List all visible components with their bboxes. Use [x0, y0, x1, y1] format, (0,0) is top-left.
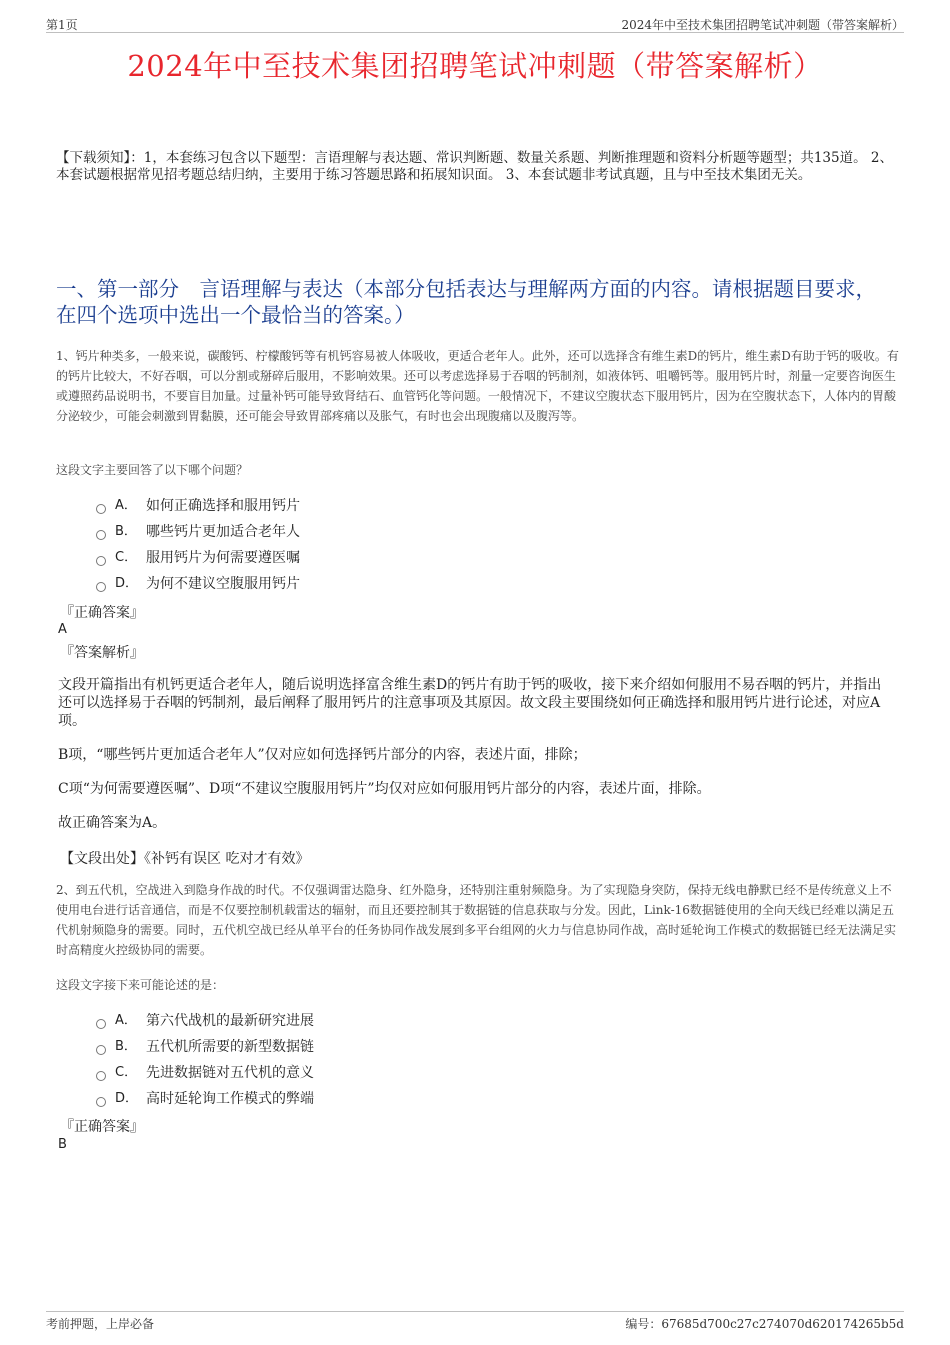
radio-icon[interactable]	[96, 556, 106, 566]
question-2-options	[96, 1008, 696, 1112]
option-text: 哪些钙片更加适合老年人	[146, 524, 300, 540]
option-letter: D．	[115, 1091, 139, 1106]
section-heading: 一、第一部分 言语理解与表达（本部分包括表达与理解两方面的内容。请根据题目要求，在四个选项中选出一个最恰当的答案。）	[56, 277, 876, 327]
option-letter: C．	[115, 1065, 138, 1080]
question-1-option-d[interactable]	[96, 571, 696, 597]
option-text: 如何正确选择和服用钙片	[146, 498, 300, 514]
option-text: 为何不建议空腹服用钙片	[146, 576, 300, 592]
question-1-analysis-p1: 文段开篇指出有机钙更适合老年人，随后说明选择富含维生素D的钙片有助于钙的吸收，接下来介绍如何服用不易吞咽的钙片，并指出还可以选择易于吞咽的钙制剂，最后阐释了服用钙片的注意事项及其原因。故文段主要围绕如何正确选择和服用钙片进行论述，对应A项。	[58, 677, 882, 729]
radio-icon[interactable]	[96, 1071, 106, 1081]
radio-icon[interactable]	[96, 504, 106, 514]
download-notice: 【下载须知】：1，本套练习包含以下题型：言语理解与表达题、常识判断题、数量关系题、判断推理题和资料分析题等题型；共135道。 2、本套试题根据常见招考题总结归纳，主要用于练习答题思路和拓展知识面。 3、本套试题非考试真题，且与中至技术集团无关。	[56, 150, 893, 183]
question-1-prompt: 这段文字主要回答了以下哪个问题？	[56, 463, 249, 477]
radio-icon[interactable]	[96, 1097, 106, 1107]
question-1-analysis-p2: B项，“哪些钙片更加适合老年人”仅对应如何选择钙片部分的内容，表述片面，排除；	[58, 747, 587, 763]
option-text: 高时延轮询工作模式的弊端	[146, 1091, 314, 1107]
footer-serial: 编号：67685d700c27c274070d620174265b5d	[625, 1317, 904, 1331]
page-number: 第1页	[46, 18, 78, 32]
question-2-answer: B	[58, 1137, 67, 1152]
question-2-text: 2、到五代机，空战进入到隐身作战的时代。不仅强调雷达隐身、红外隐身，还特别注重射频隐身。为了实现隐身突防，保持无线电静默已经不是传统意义上不使用电台进行话音通信，而是不仅要控制机载雷达的辐射，而且还要控制其于数据链的信息获取与分发。因此，Link-16数据链使用的全向天线已经难以满足五代机射频隐身的需要。同时，五代机空战已经从单平台的任务协同作战发展到多平台组网的火力与信息协同作战，高时延轮询工作模式的数据链已经无法满足实时高精度火控级协同的需要。	[56, 883, 897, 957]
question-1-analysis-p3: C项“为何需要遵医嘱”、D项“不建议空腹服用钙片”均仅对应如何服用钙片部分的内容，表述片面，排除。	[58, 781, 711, 797]
question-2-option-c[interactable]	[96, 1060, 696, 1086]
option-text: 先进数据链对五代机的意义	[146, 1065, 314, 1081]
option-letter: B．	[115, 524, 137, 539]
radio-icon[interactable]	[96, 582, 106, 592]
question-1-option-b[interactable]	[96, 519, 696, 545]
question-1-text: 1、钙片种类多，一般来说，碳酸钙、柠檬酸钙等有机钙容易被人体吸收，更适合老年人。此外，还可以选择含有维生素D的钙片，维生素D有助于钙的吸收。有的钙片比较大，不好吞咽，可以分割或掰碎后服用，不影响效果。还可以考虑选择易于吞咽的钙制剂，如液体钙、咀嚼钙等。服用钙片时，剂量一定要咨询医生或遵照药品说明书，不要盲目加量。过量补钙可能导致肾结石、血管钙化等问题。一般情况下，不建议空腹状态下服用钙片，因为在空腹状态下，人体内的胃酸分泌较少，可能会刺激到胃黏膜，还可能会导致胃部疼痛以及胀气，有时也会出现腹痛以及腹泻等。	[56, 349, 899, 423]
question-1-answer-label: 『正确答案』	[60, 605, 144, 621]
radio-icon[interactable]	[96, 1019, 106, 1029]
question-2-prompt: 这段文字接下来可能论述的是：	[56, 978, 225, 992]
radio-icon[interactable]	[96, 530, 106, 540]
option-letter: C．	[115, 550, 138, 565]
header-doc-title: 2024年中至技术集团招聘笔试冲刺题（带答案解析）	[621, 18, 904, 32]
option-letter: B．	[115, 1039, 137, 1054]
question-1-analysis-label: 『答案解析』	[60, 645, 144, 661]
footer-slogan: 考前押题，上岸必备	[46, 1317, 155, 1331]
question-1-source: 【文段出处】《补钙有误区 吃对才有效》	[60, 851, 310, 867]
option-text: 第六代战机的最新研究进展	[146, 1013, 314, 1029]
question-2-answer-label: 『正确答案』	[60, 1119, 144, 1135]
option-letter: A．	[115, 498, 137, 513]
question-2-option-d[interactable]	[96, 1086, 696, 1112]
option-text: 服用钙片为何需要遵医嘱	[146, 550, 300, 566]
page-header	[46, 14, 904, 33]
question-1-answer: A	[58, 622, 67, 637]
page-footer	[46, 1311, 904, 1331]
radio-icon[interactable]	[96, 1045, 106, 1055]
option-letter: A．	[115, 1013, 137, 1028]
option-text: 五代机所需要的新型数据链	[146, 1039, 314, 1055]
question-1-options	[96, 493, 696, 597]
question-1-option-c[interactable]	[96, 545, 696, 571]
question-1-option-a[interactable]	[96, 493, 696, 519]
document-title: 2024年中至技术集团招聘笔试冲刺题（带答案解析）	[127, 49, 823, 83]
option-letter: D．	[115, 576, 139, 591]
question-2-option-a[interactable]	[96, 1008, 696, 1034]
question-1-analysis-p4: 故正确答案为A。	[58, 815, 167, 831]
question-2-option-b[interactable]	[96, 1034, 696, 1060]
